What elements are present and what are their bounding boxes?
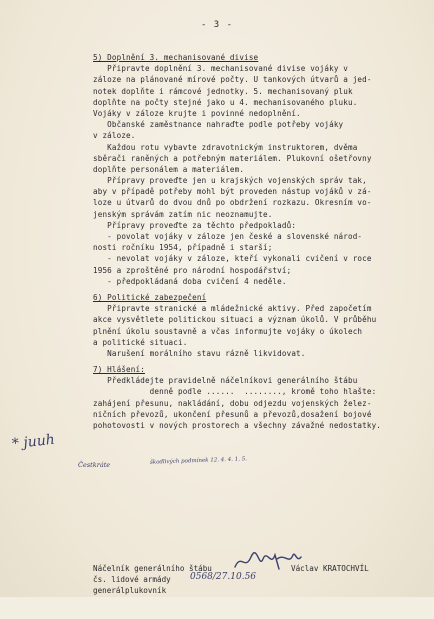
text-line: nosti ročníku 1954, případně i starší; [93,243,273,253]
text-line: 1956 a zproštěné pro národní hospodářství; [93,265,292,275]
text-line: Vojáky v záloze krujte i povinné nedoplnění. [93,108,301,118]
text-line: Přípravy proveďte jen u krajských vojenských správ tak, [93,176,367,186]
text-line: doplňte personálem a materiálem. [93,164,245,174]
handwritten-margin-note: * juuh [11,431,56,453]
handwritten-annotation-left: Čestkráte [78,461,111,469]
text-line: denně podle ...... ........, kromě toho hlašte: [93,387,377,397]
text-line: Přípravy proveďte za těchto předpokladů: [93,220,297,230]
signatory-name: Václav KRATOCHVÍL [291,564,369,573]
text-line: Občanské zaměstnance nahraďte podle potřeby vojáky [93,120,344,130]
section-heading: 6) Politické zabezpečení [93,292,207,302]
text-line: záloze na plánované mírové počty. U tankových útvarů a jed- [93,75,372,85]
text-line: ničních převozů, ukončení přesunů a převozů,dosažení bojové [93,409,372,419]
text-line: plnění úkolu soustavně a včas informujte vojáky o úkolech [93,326,363,336]
signature-line: Náčelník generálního štábu [93,564,212,573]
text-line: - povolat vojáky v záloze jen české a slovenské národ- [93,232,363,241]
text-line: Narušení morálního stavu rázně likvidovat. [93,348,306,358]
text-line: zahájení přesunu, nakládání, dobu odjezdu vojenských želez- [93,398,372,408]
text-line: Každou rotu vybavte zdravotnickým instruktorem, dvěma [93,142,358,152]
signature-line: generálplukovník [93,586,167,596]
text-line: sběrači raněných a potřebným materiálem. Plukovní ošetřovny [93,153,372,163]
text-line: Připravte doplnění 3. mechanisované divise vojáky v [93,64,348,74]
text-line: aby v případě potřeby mohl být proveden nástup vojáků v zá- [93,187,372,197]
text-line: pohotovosti v nových prostorech a všechny závažné nedostatky. [93,421,382,430]
document-body [93,52,419,431]
signature-line: čs. lidové armády [93,575,171,585]
text-line: Připravte stranické a mládežnické aktivy. Před započetím [93,304,372,314]
handwritten-annotation-top: škodlivých podmínek 12. 4. 4. 1. 5. [149,456,248,466]
text-line: notek doplňte i rámcové jednotky. 5. mechanisovaný pluk [93,86,353,96]
text-line: - nevolat vojáky v záloze, kteří vykonali cvičení v roce [93,254,372,264]
handwritten-date: 0568/27.10.56 [190,572,257,582]
text-line: akce vysvětlete politickou situaci a význam úkolů. V průběhu [93,315,377,325]
section-heading: 5) Doplnění 3. mechanisované divise [93,53,259,62]
text-line: a politické situaci. [93,337,188,347]
text-line: Předkládejte pravidelně náčelníkovi generálního štábu [93,376,358,386]
text-line: doplňte na počty stejné jako u 4. mechanisovaného pluku. [93,97,358,107]
text-line: v záloze. [93,131,136,141]
text-line: loze u útvarů do dvou dnů po obdržení rozkazu. Okresním vo- [93,198,372,208]
section-heading: 7) Hlášení: [93,365,145,375]
text-line: - předpokládaná doba cvičení 4 neděle. [93,276,287,286]
page-number: - 3 - [200,20,234,30]
text-line: jenským správám zatím nic neoznamujte. [93,209,273,219]
